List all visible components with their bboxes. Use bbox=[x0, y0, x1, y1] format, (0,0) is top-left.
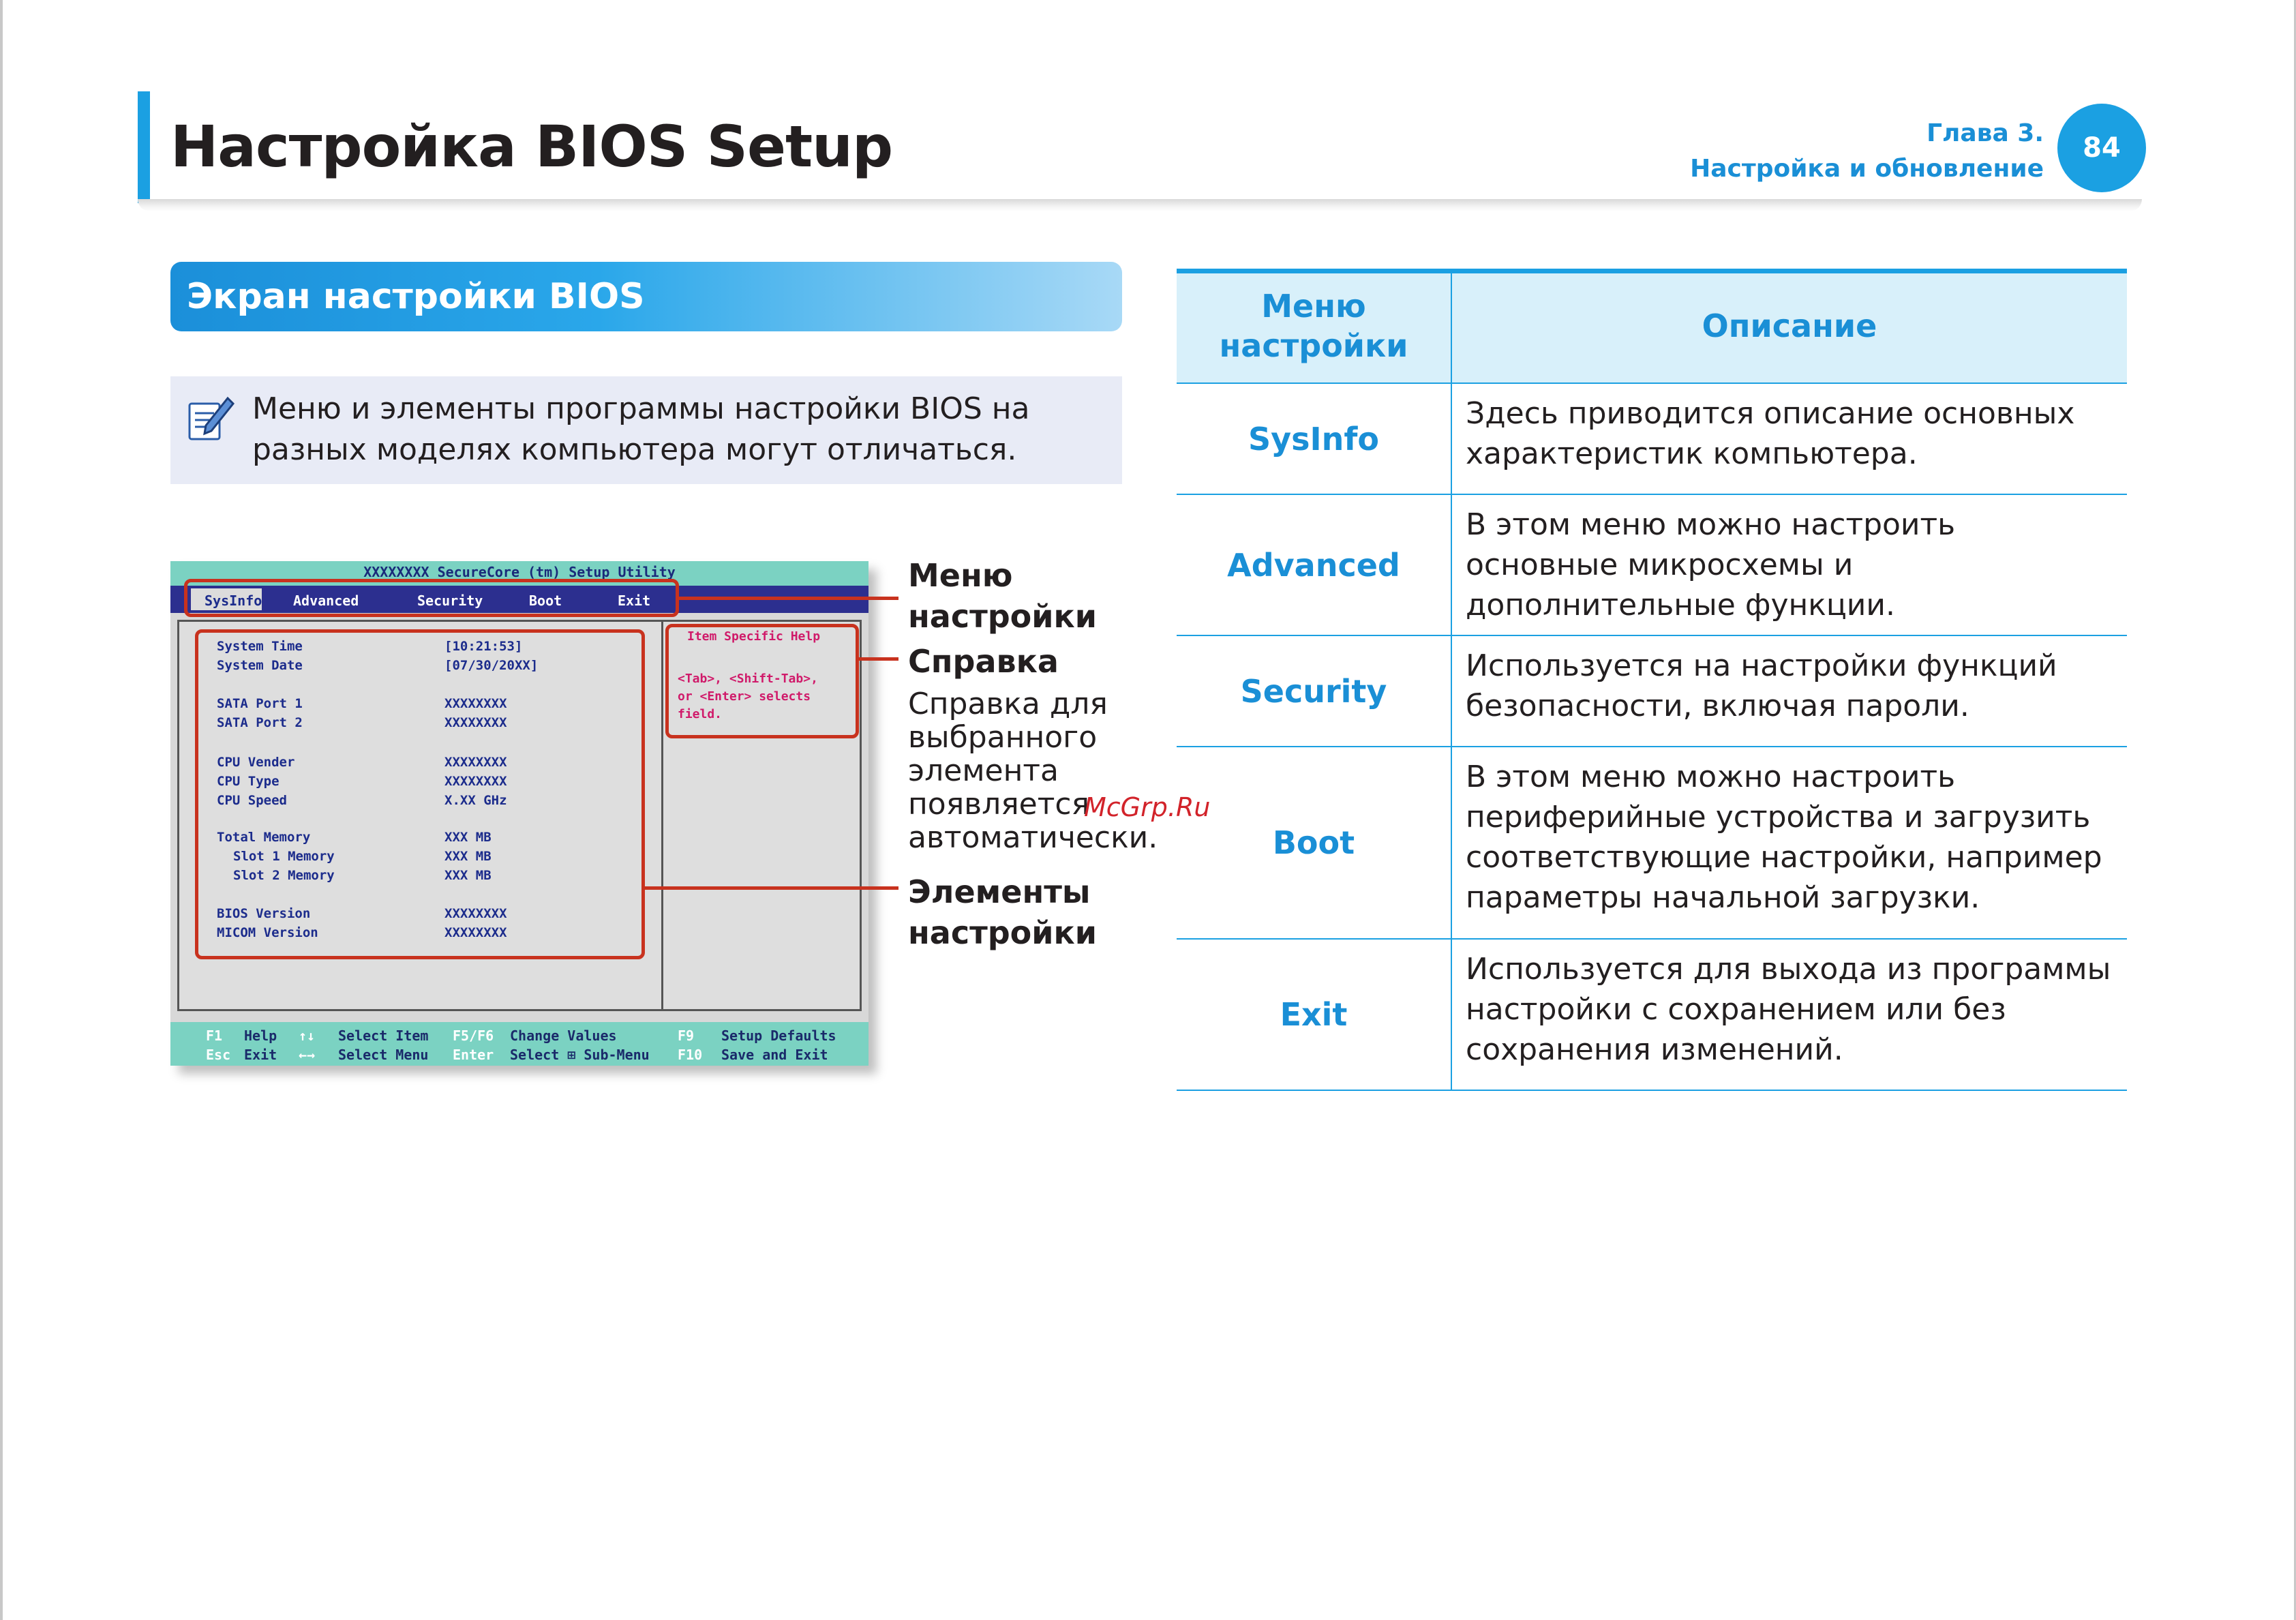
header-rule bbox=[138, 199, 2142, 211]
bios-panel-divider bbox=[661, 620, 663, 1011]
table-row bbox=[1177, 747, 2127, 939]
bios-help-title: Item Specific Help bbox=[687, 629, 821, 644]
callout-help-description: Справка для выбранного элемента появляется автоматически. bbox=[908, 687, 1158, 855]
bios-menu-boot[interactable]: Boot bbox=[529, 592, 562, 609]
bios-item-value: XXXXXXXX bbox=[444, 696, 507, 711]
bios-item-label[interactable]: System Time bbox=[217, 639, 303, 654]
bios-item-value: XXXXXXXX bbox=[444, 715, 507, 730]
key-select-submenu-label: Select ⊞ Sub-Menu bbox=[510, 1047, 650, 1063]
key-change-values-label: Change Values bbox=[510, 1028, 617, 1044]
key-select-menu-label: Select Menu bbox=[338, 1047, 429, 1063]
bios-item-value: XXX MB bbox=[444, 849, 492, 864]
table-cell-description: В этом меню можно настроить периферийные устройства и загрузить соответствующие настройки, например параметры начальной загрузки. bbox=[1451, 747, 2127, 939]
key-f10: F10 bbox=[678, 1047, 703, 1063]
bios-item-label: MICOM Version bbox=[217, 925, 318, 940]
table-row bbox=[1177, 939, 2127, 1090]
key-esc: Esc bbox=[206, 1047, 231, 1063]
table-cell-description: Здесь приводится описание основных характеристик компьютера. bbox=[1451, 383, 2127, 494]
bios-item-label: Slot 1 Memory bbox=[233, 849, 335, 864]
pencil-note-icon bbox=[183, 391, 237, 446]
key-f1: F1 bbox=[206, 1028, 223, 1044]
bios-menu-security[interactable]: Security bbox=[417, 592, 483, 609]
table-cell-menu: Advanced bbox=[1177, 494, 1451, 635]
table-top-rule bbox=[1177, 269, 2127, 273]
table-header-row bbox=[1177, 269, 2127, 383]
chapter-number: Глава 3. bbox=[1927, 119, 2044, 147]
bios-menu-sysinfo[interactable]: SysInfo bbox=[205, 592, 262, 609]
items-highlight-box bbox=[195, 629, 645, 959]
bios-item-value[interactable]: [10:21:53] bbox=[444, 639, 523, 654]
table-cell-description: Используется для выхода из программы настройки с сохранением или без сохранения изменений. bbox=[1451, 939, 2127, 1090]
table-row bbox=[1177, 494, 2127, 635]
key-select-item-label: Select Item bbox=[338, 1028, 429, 1044]
key-f9: F9 bbox=[678, 1028, 695, 1044]
page-edge-left bbox=[0, 0, 3, 1620]
bios-item-value: XXXXXXXX bbox=[444, 906, 507, 921]
bios-menu-advanced[interactable]: Advanced bbox=[293, 592, 359, 609]
chapter-label bbox=[1690, 116, 2044, 187]
callout-menu-title: Меню настройки bbox=[908, 557, 1097, 635]
key-updown: ↑↓ bbox=[299, 1028, 316, 1044]
callout-help-title: Справка bbox=[908, 643, 1059, 680]
table-header-description: Описание bbox=[1451, 269, 2127, 383]
bios-help-line: or <Enter> selects bbox=[678, 689, 811, 704]
callout-line-items bbox=[645, 886, 898, 890]
table-cell-description: В этом меню можно настроить основные микросхемы и дополнительные функции. bbox=[1451, 494, 2127, 635]
bios-item-label: CPU Speed bbox=[217, 793, 287, 808]
key-setup-defaults-label: Setup Defaults bbox=[721, 1028, 836, 1044]
section-title: Экран настройки BIOS bbox=[170, 262, 1122, 331]
bios-item-value: XXXXXXXX bbox=[444, 755, 507, 770]
bios-item-label: CPU Vender bbox=[217, 755, 295, 770]
key-enter: Enter bbox=[453, 1047, 494, 1063]
bios-item-value: XXXXXXXX bbox=[444, 774, 507, 789]
bios-item-label: SATA Port 2 bbox=[217, 715, 303, 730]
table-header-menu: Меню настройки bbox=[1177, 269, 1451, 383]
table-row bbox=[1177, 383, 2127, 494]
bios-item-value: XXX MB bbox=[444, 830, 492, 845]
note-text: Меню и элементы программы настройки BIOS на разных моделях компьютера могут отличаться. bbox=[252, 391, 1030, 467]
bios-item-label: BIOS Version bbox=[217, 906, 311, 921]
table-row bbox=[1177, 635, 2127, 747]
key-save-exit-label: Save and Exit bbox=[721, 1047, 828, 1063]
bios-item-label: Total Memory bbox=[217, 830, 311, 845]
chapter-title: Настройка и обновление bbox=[1690, 155, 2044, 183]
bios-item-label[interactable]: System Date bbox=[217, 658, 303, 673]
menu-highlight-box bbox=[184, 579, 679, 617]
menu-description-table bbox=[1177, 269, 2127, 1091]
bios-item-label: CPU Type bbox=[217, 774, 280, 789]
table-cell-menu: Boot bbox=[1177, 747, 1451, 939]
table-cell-menu: Exit bbox=[1177, 939, 1451, 1090]
bios-item-value[interactable]: [07/30/20XX] bbox=[444, 658, 539, 673]
bios-item-value: XXXXXXXX bbox=[444, 925, 507, 940]
key-leftright: ←→ bbox=[299, 1047, 316, 1063]
bios-help-line: <Tab>, <Shift-Tab>, bbox=[678, 672, 818, 686]
bios-item-value: XXX MB bbox=[444, 868, 492, 883]
bios-screenshot bbox=[170, 561, 868, 1066]
bios-help-line: field. bbox=[678, 707, 723, 721]
bios-item-label: SATA Port 1 bbox=[217, 696, 303, 711]
table-cell-description: Используется на настройки функций безопасности, включая пароли. bbox=[1451, 635, 2127, 747]
key-help-label: Help bbox=[244, 1028, 277, 1044]
callout-line-menu bbox=[679, 597, 898, 600]
callout-line-help bbox=[859, 657, 898, 661]
page-number-badge: 84 bbox=[2057, 104, 2146, 192]
callout-items-title: Элементы настройки bbox=[908, 873, 1097, 951]
bios-title: XXXXXXXX SecureCore (tm) Setup Utility bbox=[363, 564, 676, 580]
bios-item-value: X.XX GHz bbox=[444, 793, 507, 808]
help-highlight-box bbox=[665, 624, 859, 738]
watermark: McGrp.Ru bbox=[1084, 792, 1211, 822]
key-f5f6: F5/F6 bbox=[453, 1028, 494, 1044]
bios-key-legend bbox=[170, 1022, 868, 1066]
page-title: Настройка BIOS Setup bbox=[170, 113, 893, 180]
bios-item-label: Slot 2 Memory bbox=[233, 868, 335, 883]
bios-menu-exit[interactable]: Exit bbox=[618, 592, 651, 609]
table-cell-menu: Security bbox=[1177, 635, 1451, 747]
table-cell-menu: SysInfo bbox=[1177, 383, 1451, 494]
title-accent-bar bbox=[138, 91, 150, 203]
key-exit-label: Exit bbox=[244, 1047, 277, 1063]
